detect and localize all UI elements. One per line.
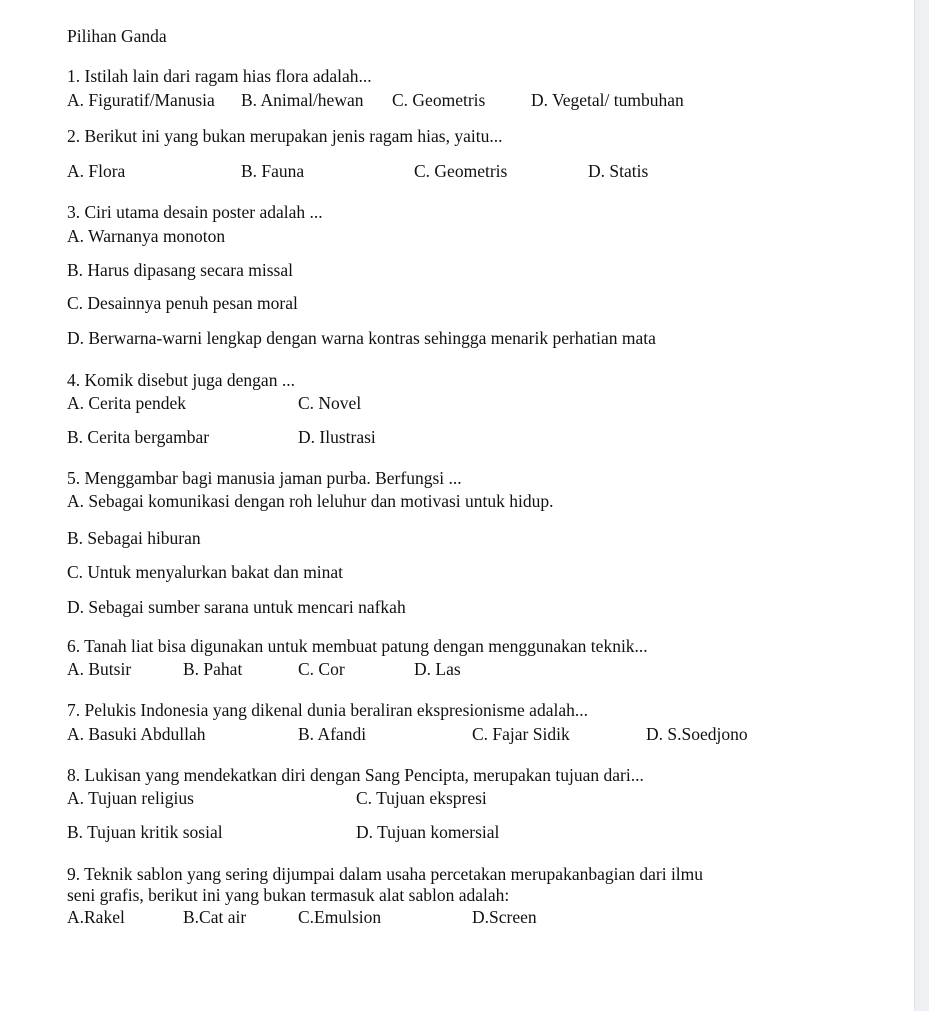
question-7-option-c: C. Fajar Sidik xyxy=(472,724,570,744)
question-4-option-b: B. Cerita bergambar xyxy=(67,427,210,447)
question-1-option-b: B. Animal/hewan xyxy=(241,90,364,110)
question-4-option-a: A. Cerita pendek xyxy=(67,393,187,413)
question-2-option-c: C. Geometris xyxy=(414,161,508,181)
question-9-option-b: B.Cat air xyxy=(183,907,247,927)
question-1-option-a: A. Figuratif/Manusia xyxy=(67,90,215,110)
question-6-option-d: D. Las xyxy=(414,659,461,679)
question-7-option-a: A. Basuki Abdullah xyxy=(67,724,206,744)
question-2-option-d: D. Statis xyxy=(588,161,649,181)
question-5-option-a: A. Sebagai komunikasi dengan roh leluhur dan motivasi untuk hidup. xyxy=(67,491,554,511)
side-scroll-area xyxy=(914,0,929,1011)
question-2-option-a: A. Flora xyxy=(67,161,126,181)
question-3-text: 3. Ciri utama desain poster adalah ... xyxy=(67,202,323,222)
question-4-text: 4. Komik disebut juga dengan ... xyxy=(67,370,295,390)
question-8-text: 8. Lukisan yang mendekatkan diri dengan Sang Pencipta, merupakan tujuan dari... xyxy=(67,765,644,785)
question-7-option-d: D. S.Soedjono xyxy=(646,724,748,744)
question-9-option-d: D.Screen xyxy=(472,907,537,927)
section-title: Pilihan Ganda xyxy=(67,26,167,46)
question-7-option-b: B. Afandi xyxy=(298,724,367,744)
question-2-option-b: B. Fauna xyxy=(241,161,305,181)
question-8-option-c: C. Tujuan ekspresi xyxy=(356,788,487,808)
question-1-option-d: D. Vegetal/ tumbuhan xyxy=(531,90,684,110)
question-7-text: 7. Pelukis Indonesia yang dikenal dunia beraliran ekspresionisme adalah... xyxy=(67,700,588,720)
question-6-option-a: A. Butsir xyxy=(67,659,132,679)
question-5-option-c: C. Untuk menyalurkan bakat dan minat xyxy=(67,562,344,582)
question-4-option-c: C. Novel xyxy=(298,393,362,413)
question-6-option-c: C. Cor xyxy=(298,659,345,679)
question-4-option-d: D. Ilustrasi xyxy=(298,427,376,447)
question-1-text: 1. Istilah lain dari ragam hias flora adalah... xyxy=(67,66,372,86)
question-6-text: 6. Tanah liat bisa digunakan untuk membuat patung dengan menggunakan teknik... xyxy=(67,636,648,656)
question-5-text: 5. Menggambar bagi manusia jaman purba. Berfungsi ... xyxy=(67,468,462,488)
question-8-option-d: D. Tujuan komersial xyxy=(356,822,500,842)
question-5-option-d: D. Sebagai sumber sarana untuk mencari nafkah xyxy=(67,597,406,617)
question-3-option-c: C. Desainnya penuh pesan moral xyxy=(67,293,298,313)
question-8-option-b: B. Tujuan kritik sosial xyxy=(67,822,223,842)
question-9-option-a: A.Rakel xyxy=(67,907,125,927)
question-3-option-d: D. Berwarna-warni lengkap dengan warna kontras sehingga menarik perhatian mata xyxy=(67,328,656,348)
question-9-text-line1: 9. Teknik sablon yang sering dijumpai dalam usaha percetakan merupakanbagian dari ilmu xyxy=(67,864,704,884)
question-6-option-b: B. Pahat xyxy=(183,659,243,679)
question-9-option-c: C.Emulsion xyxy=(298,907,382,927)
question-5-option-b: B. Sebagai hiburan xyxy=(67,528,201,548)
question-3-option-b: B. Harus dipasang secara missal xyxy=(67,260,293,280)
question-9-text-line2: seni grafis, berikut ini yang bukan termasuk alat sablon adalah: xyxy=(67,885,510,905)
question-8-option-a: A. Tujuan religius xyxy=(67,788,194,808)
question-2-text: 2. Berikut ini yang bukan merupakan jenis ragam hias, yaitu... xyxy=(67,126,503,146)
question-3-option-a: A. Warnanya monoton xyxy=(67,226,226,246)
question-1-option-c: C. Geometris xyxy=(392,90,486,110)
